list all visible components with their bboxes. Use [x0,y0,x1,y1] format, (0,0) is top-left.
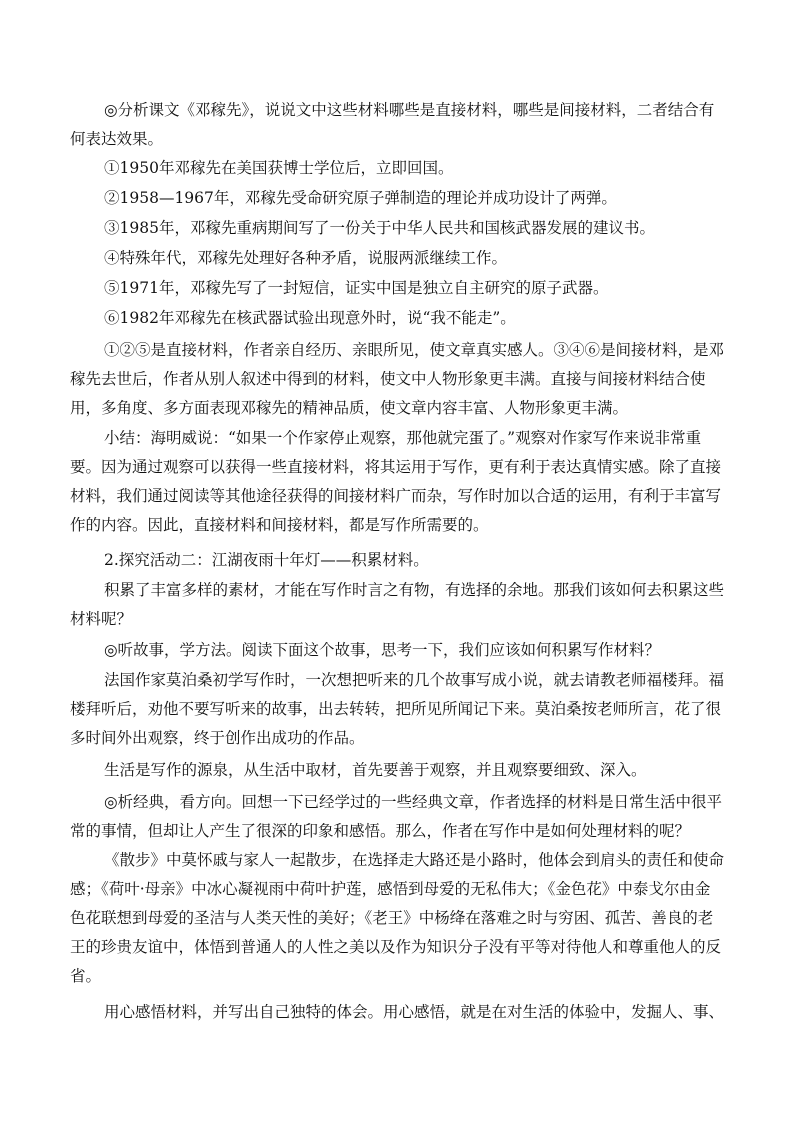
question-analysis-paragraph: ◎分析课文《邓稼先》，说说文中这些材料哪些是直接材料，哪些是间接材料，二者结合有何表达效果。 [70,101,715,148]
insight-paragraph: 用心感悟材料，并写出自己独特的体会。用心感悟，就是在对生活的体验中，发掘人、事、 [104,1003,725,1021]
summary-paragraph: 小结：海明威说：“如果一个作家停止观察，那他就完蛋了。”观察对作家写作来说非常重要。因为通过观察可以获得一些直接材料，将其运用于写作，更有利于表达真情实感。除了直接材料，我们通过阅读等其他途径获得的间接材料广而杂，写作时加以合适的运用，有利于丰富写作的内容。因此，直接材料和间接材料，都是写作所需要的。 [70,429,722,534]
material-item-4: ④特殊年代，邓稼先处理好各种矛盾，说服两派继续工作。 [104,249,508,267]
material-item-1: ①1950年邓稼先在美国获博士学位后，立即回国。 [104,159,454,177]
observation-paragraph: 生活是写作的源泉，从生活中取材，首先要善于观察，并且观察要细致、深入。 [104,761,647,779]
material-item-5: ⑤1971年，邓稼先写了一封短信，证实中国是独立自主研究的原子武器。 [104,279,609,297]
accumulate-intro-paragraph: 积累了丰富多样的素材，才能在写作时言之有物，有选择的余地。那我们该如何去积累这些材料呢？ [70,581,725,628]
story-prompt-paragraph: ◎听故事，学方法。阅读下面这个故事，思考一下，我们应该如何积累写作材料？ [104,641,661,659]
classics-examples-paragraph: 《散步》中莫怀戚与家人一起散步，在选择走大路还是小路时，他体会到肩头的责任和使命感；《荷叶·母亲》中冰心凝视雨中荷叶护莲，感悟到母爱的无私伟大；《金色花》中泰戈尔由金色花联想到母爱的圣洁与人类天性的美好；《老王》中杨绛在落难之时与穷困、孤苦、善良的老王的珍贵友谊中，体悟到普通人的人性之美以及作为知识分子没有平等对待他人和尊重他人的反省。 [70,851,725,985]
material-item-3: ③1985年，邓稼先重病期间写了一份关于中华人民共和国核武器发展的建议书。 [104,219,655,237]
maupassant-story-paragraph: 法国作家莫泊桑初学写作时，一次想把听来的几个故事写成小说，就去请教老师福楼拜。福楼拜听后，劝他不要写听来的故事，出去转转，把所见所闻记下来。莫泊桑按老师所言，花了很多时间外出观察，终于创作出成功的作品。 [70,671,725,747]
material-item-2: ②1958—1967年，邓稼先受命研究原子弹制造的理论并成功设计了两弹。 [104,189,617,207]
classics-prompt-paragraph: ◎析经典，看方向。回想一下已经学过的一些经典文章，作者选择的材料是日常生活中很平常的事情，但却让人产生了很深的印象和感悟。那么，作者在写作中是如何处理材料的呢？ [70,793,723,840]
material-item-6: ⑥1982年邓稼先在核武器试验出现意外时，说“我不能走”。 [104,309,516,327]
answer-paragraph: ①②⑤是直接材料，作者亲自经历、亲眼所见，使文章真实感人。③④⑥是间接材料，是邓稼先去世后，作者从别人叙述中得到的材料，使文中人物形象更丰满。直接与间接材料结合使用，多角度、多方面表现邓稼先的精神品质，使文章内容丰富、人物形象更丰满。 [70,341,725,417]
activity-two-heading: 2.探究活动二：江湖夜雨十年灯——积累材料。 [104,551,429,569]
